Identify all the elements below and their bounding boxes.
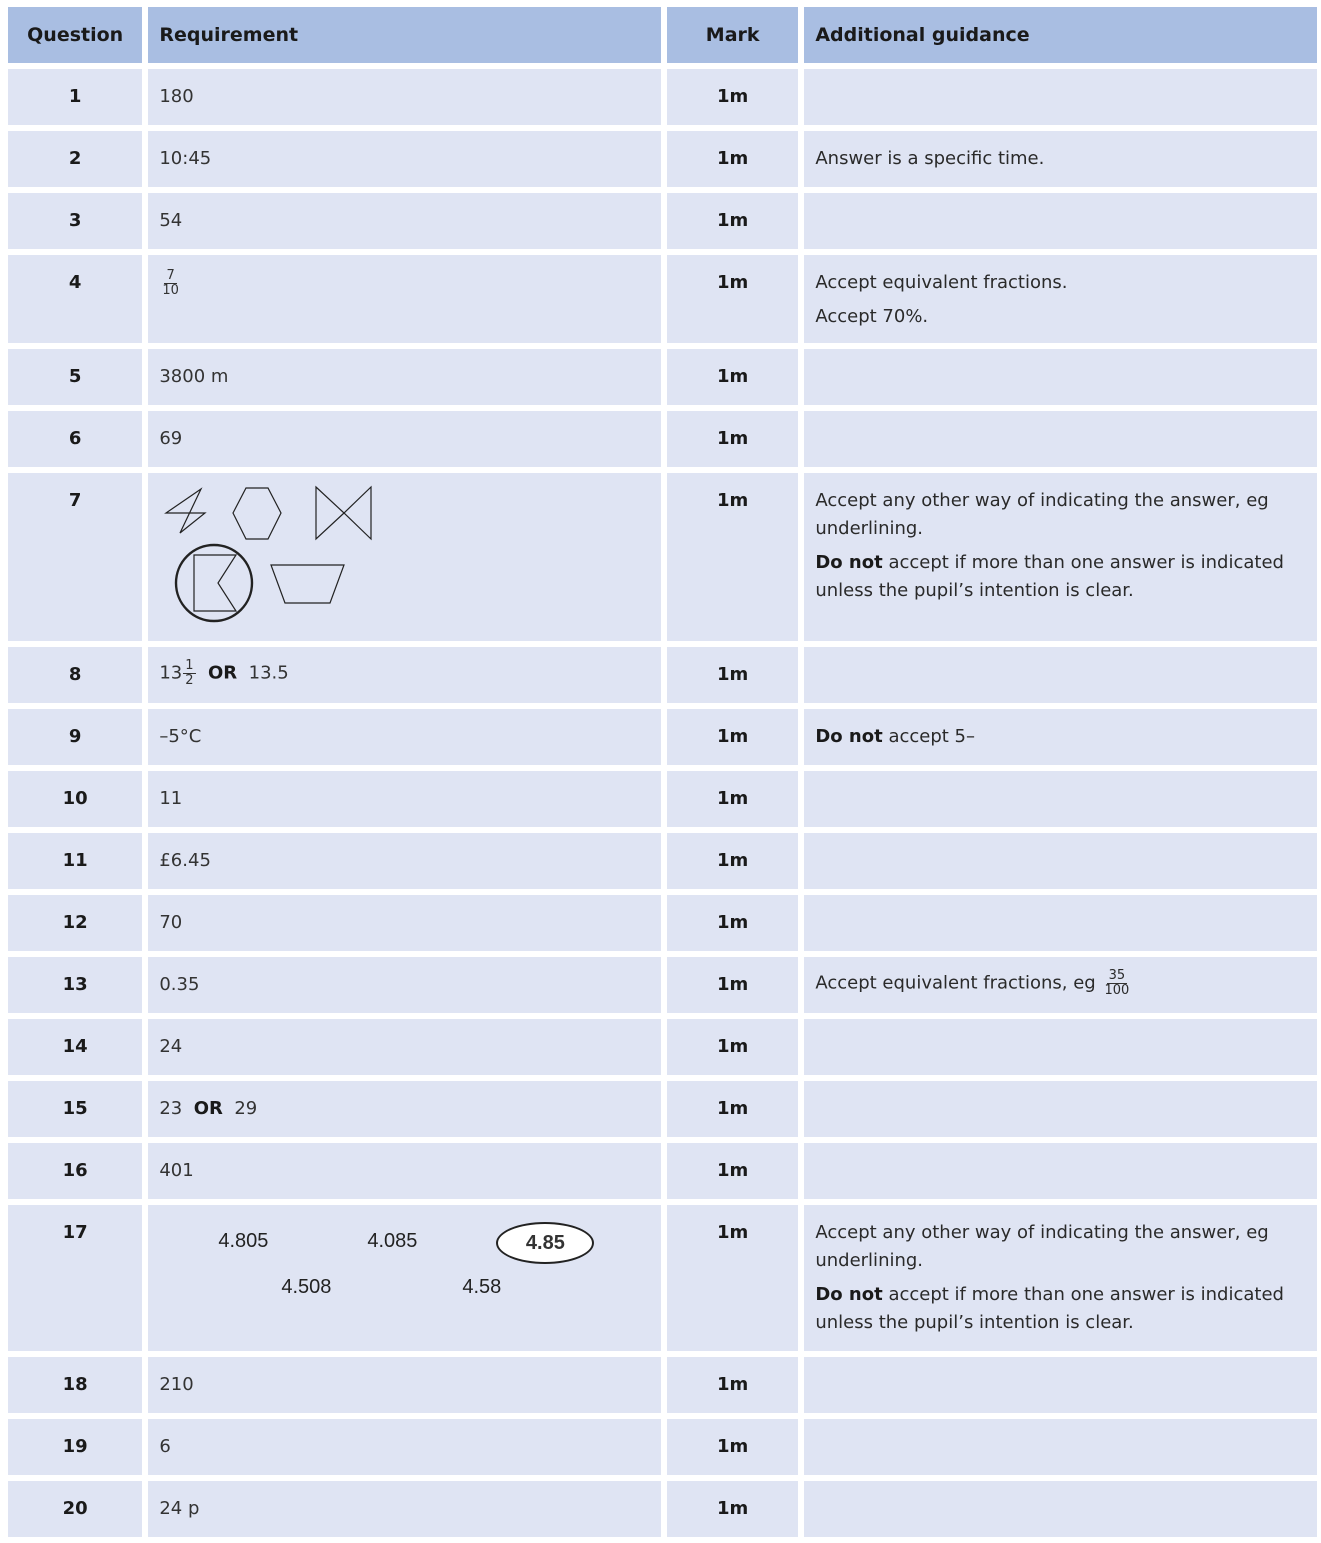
decimal-option: 4.58	[462, 1276, 502, 1298]
question-number: 1	[8, 69, 142, 125]
shapes-diagram	[148, 473, 448, 641]
mark-cell: 1m	[667, 895, 798, 951]
mark-cell: 1m	[667, 473, 798, 641]
guidance-cell	[804, 895, 1317, 951]
question-number: 17	[8, 1205, 142, 1351]
requirement-cell: 210	[148, 1357, 661, 1413]
mark-cell: 1m	[667, 957, 798, 1013]
triangle-shape	[166, 489, 205, 533]
table-header	[8, 7, 1317, 63]
requirement-cell: 70	[148, 895, 661, 951]
table-row	[8, 647, 1317, 703]
question-number: 10	[8, 771, 142, 827]
mark-cell: 1m	[667, 647, 798, 703]
decimal-option: 4.508	[281, 1276, 332, 1298]
fraction: $\frac{35}{100}$	[1104, 968, 1130, 998]
mark-cell: 1m	[667, 411, 798, 467]
guidance-cell	[804, 1419, 1317, 1475]
requirement-cell: 6	[148, 1419, 661, 1475]
requirement-cell: 10:45	[148, 131, 661, 187]
guidance-cell	[804, 1143, 1317, 1199]
mark-cell: 1m	[667, 771, 798, 827]
guidance-cell: Accept equivalent fractions, eg $\frac{35}{100}$	[804, 957, 1317, 1013]
table-row	[8, 193, 1317, 249]
guidance-cell	[804, 1357, 1317, 1413]
question-number: 13	[8, 957, 142, 1013]
header-question: Question	[8, 7, 142, 63]
table-row	[8, 957, 1317, 1013]
mark-cell: 1m	[667, 131, 798, 187]
table-row	[8, 255, 1317, 343]
requirement-cell	[148, 473, 661, 641]
mark-cell: 1m	[667, 1143, 798, 1199]
question-number: 8	[8, 647, 142, 703]
fraction: $\frac{1}{2}$	[185, 658, 194, 688]
table-row	[8, 1081, 1317, 1137]
guidance-cell: Answer is a specific time.	[804, 131, 1317, 187]
table-row	[8, 1481, 1317, 1537]
mark-cell: 1m	[667, 1419, 798, 1475]
requirement-cell: 54	[148, 193, 661, 249]
mark-cell: 1m	[667, 833, 798, 889]
question-number: 16	[8, 1143, 142, 1199]
question-number: 3	[8, 193, 142, 249]
guidance-cell	[804, 647, 1317, 703]
question-number: 7	[8, 473, 142, 641]
question-number: 12	[8, 895, 142, 951]
question-number: 14	[8, 1019, 142, 1075]
question-number: 2	[8, 131, 142, 187]
decimal-option: 4.805	[218, 1230, 269, 1252]
guidance-cell	[804, 1081, 1317, 1137]
guidance-cell: Accept any other way of indicating the answer, eg underlining. Do not accept if more than one answer is indicated unless the pupil’s intention is clear.	[804, 1205, 1317, 1351]
mark-cell: 1m	[667, 1081, 798, 1137]
mark-cell: 1m	[667, 1019, 798, 1075]
table-row	[8, 131, 1317, 187]
question-number: 15	[8, 1081, 142, 1137]
table-row	[8, 895, 1317, 951]
mark-cell: 1m	[667, 349, 798, 405]
requirement-cell: £6.45	[148, 833, 661, 889]
answer-shape	[194, 555, 236, 611]
table-row	[8, 1357, 1317, 1413]
requirement-cell: 23 OR 29	[148, 1081, 661, 1137]
requirement-cell: –5°C	[148, 709, 661, 765]
mark-cell: 1m	[667, 255, 798, 343]
circled-answer: 4.85	[496, 1222, 594, 1264]
guidance-cell: Accept equivalent fractions. Accept 70%.	[804, 255, 1317, 343]
table-row	[8, 69, 1317, 125]
guidance-cell	[804, 193, 1317, 249]
guidance-cell	[804, 833, 1317, 889]
header-mark: Mark	[667, 7, 798, 63]
mark-cell: 1m	[667, 709, 798, 765]
guidance-cell: Do not accept 5–	[804, 709, 1317, 765]
table-row	[8, 349, 1317, 405]
mark-cell: 1m	[667, 1481, 798, 1537]
question-number: 4	[8, 255, 142, 343]
guidance-cell	[804, 411, 1317, 467]
question-number: 19	[8, 1419, 142, 1475]
table-row	[8, 1143, 1317, 1199]
requirement-cell: 24	[148, 1019, 661, 1075]
requirement-cell: 3800 m	[148, 349, 661, 405]
requirement-cell: 11	[148, 771, 661, 827]
fraction: $\frac{7}{10}$	[162, 268, 179, 298]
bowtie-shape	[316, 487, 371, 539]
hexagon-shape	[233, 488, 281, 539]
requirement-cell	[148, 255, 661, 343]
header-requirement: Requirement	[148, 7, 661, 63]
decimal-option: 4.085	[367, 1230, 418, 1252]
mark-scheme-table	[8, 7, 1317, 1543]
requirement-cell: 0.35	[148, 957, 661, 1013]
table-row	[8, 709, 1317, 765]
guidance-cell: Accept any other way of indicating the answer, eg underlining. Do not accept if more than one answer is indicated unless the pupil’s intention is clear.	[804, 473, 1317, 641]
table-row	[8, 473, 1317, 641]
requirement-cell: 401	[148, 1143, 661, 1199]
table-row	[8, 1419, 1317, 1475]
table-row	[8, 771, 1317, 827]
table-row	[8, 1205, 1317, 1351]
guidance-cell	[804, 771, 1317, 827]
question-number: 18	[8, 1357, 142, 1413]
guidance-cell	[804, 1481, 1317, 1537]
header-guidance: Additional guidance	[804, 7, 1317, 63]
requirement-cell: 69	[148, 411, 661, 467]
mark-cell: 1m	[667, 69, 798, 125]
guidance-cell	[804, 69, 1317, 125]
answer-circle	[176, 545, 252, 621]
mark-cell: 1m	[667, 1205, 798, 1351]
mark-cell: 1m	[667, 193, 798, 249]
mark-cell: 1m	[667, 1357, 798, 1413]
guidance-cell	[804, 349, 1317, 405]
question-number: 20	[8, 1481, 142, 1537]
requirement-cell: 180	[148, 69, 661, 125]
trapezium-shape	[271, 565, 344, 603]
table-row	[8, 1019, 1317, 1075]
question-number: 11	[8, 833, 142, 889]
requirement-cell	[148, 1205, 661, 1351]
requirement-cell: 13 $\frac{1}{2}$ OR 13.5	[148, 647, 661, 703]
table-row	[8, 833, 1317, 889]
guidance-cell	[804, 1019, 1317, 1075]
question-number: 5	[8, 349, 142, 405]
question-number: 9	[8, 709, 142, 765]
requirement-cell: 24 p	[148, 1481, 661, 1537]
question-number: 6	[8, 411, 142, 467]
table-row	[8, 411, 1317, 467]
